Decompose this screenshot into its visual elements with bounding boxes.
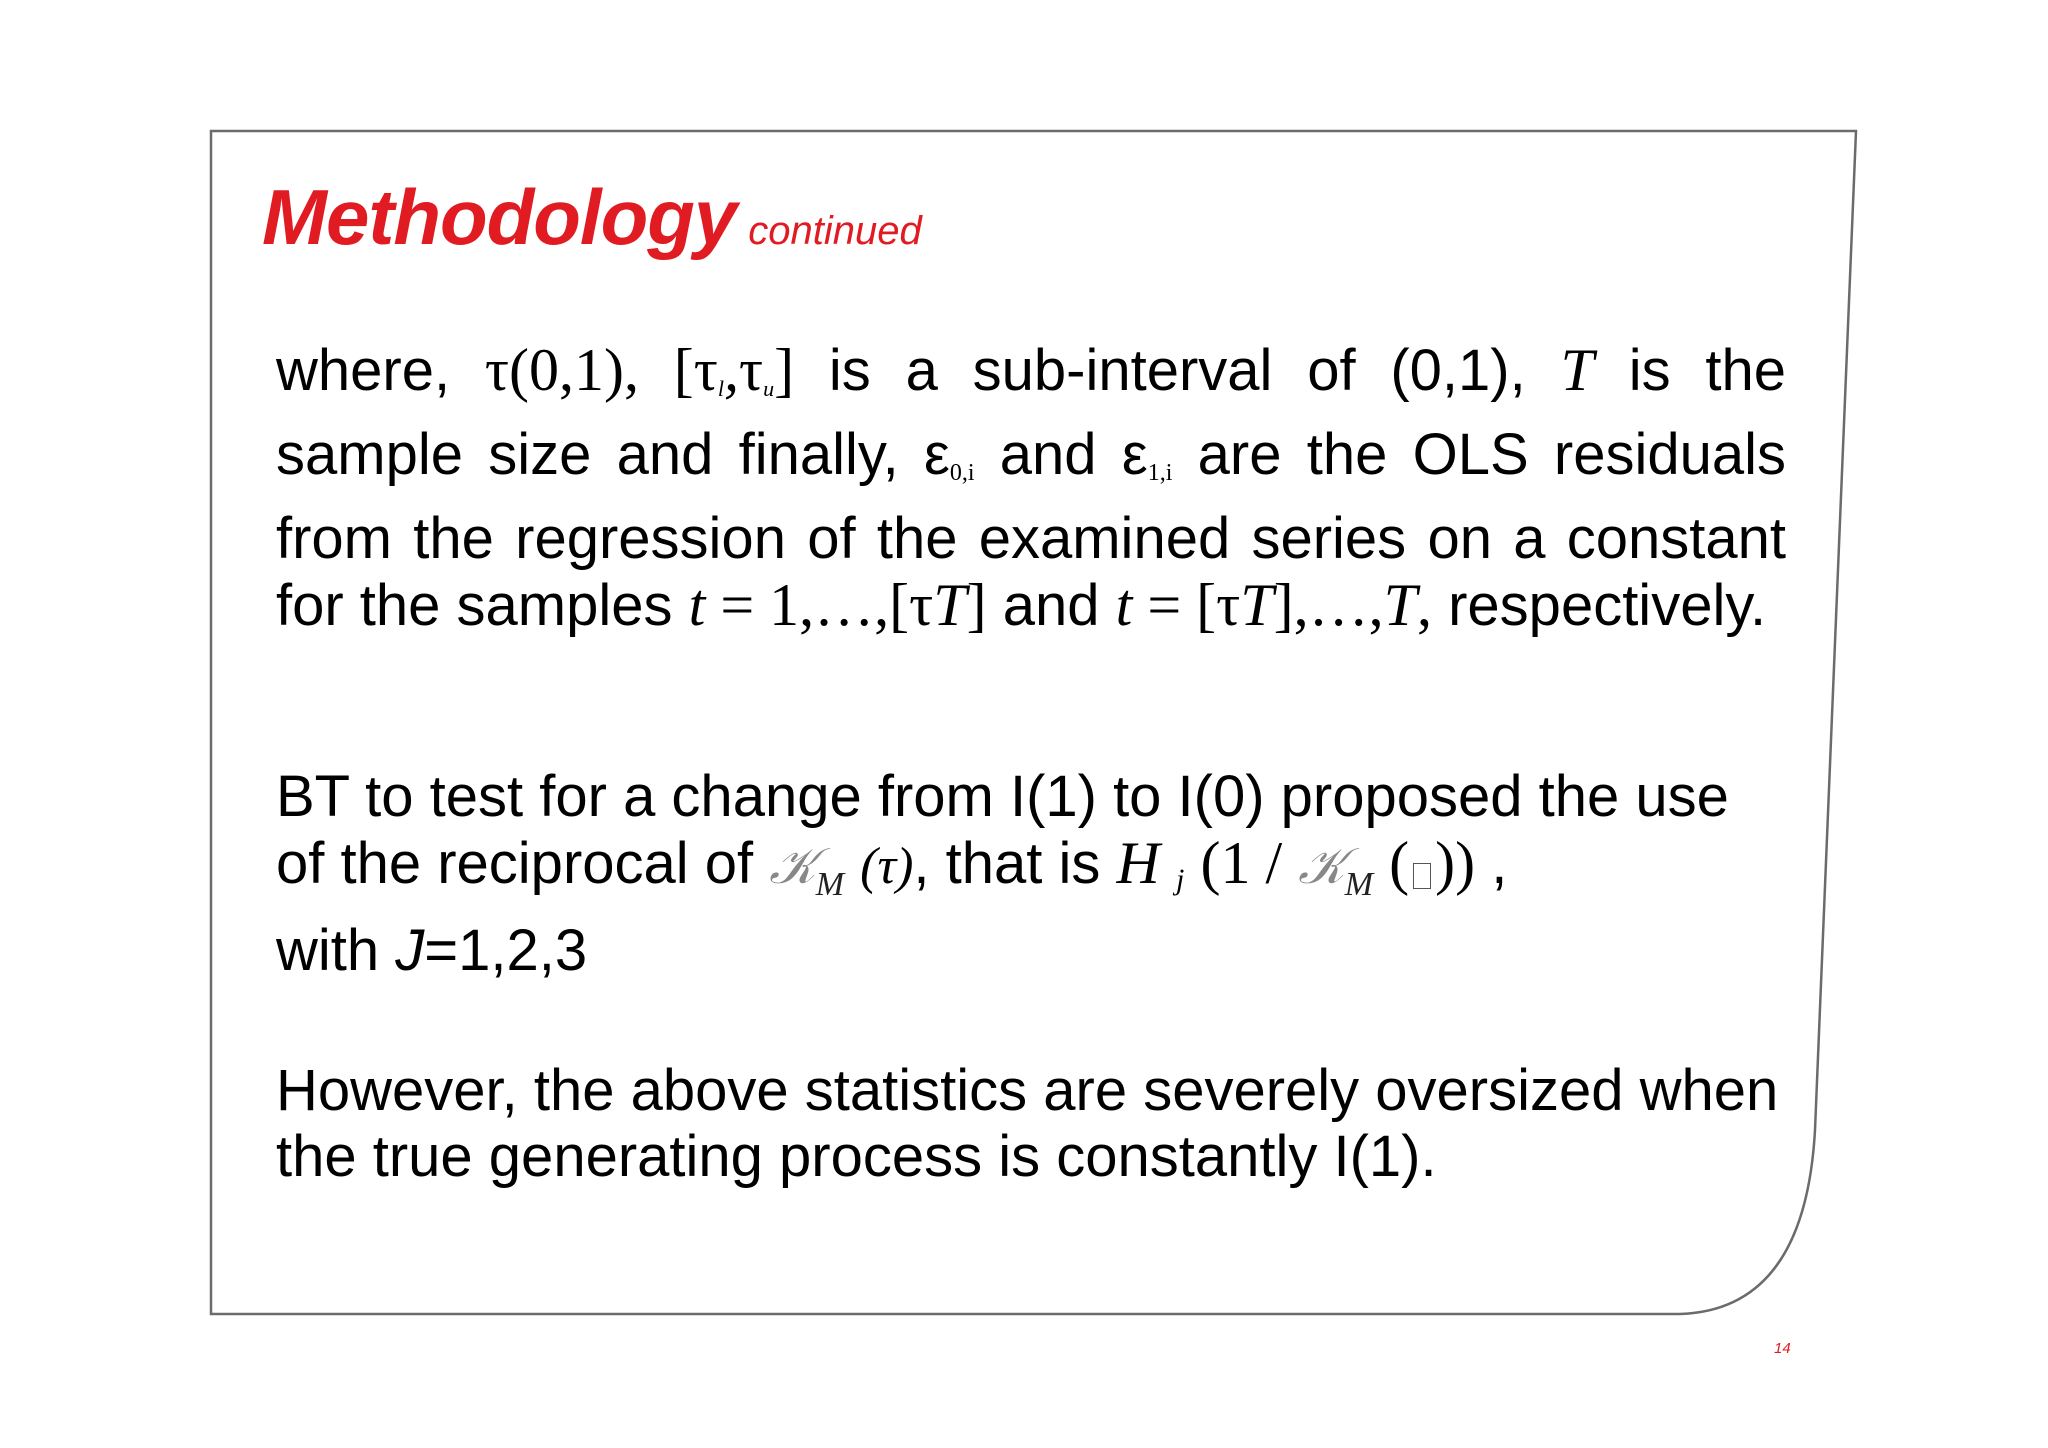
eps0-symbol: ε: [924, 422, 950, 487]
paragraph-definitions: [276, 337, 1786, 639]
comma: ,: [724, 337, 739, 403]
text-oversized: However, the above statistics are severely oversized when the true generating process is constantly I(1).: [276, 1058, 1779, 1189]
h-statistic: [1116, 830, 1476, 903]
range-second: [1116, 572, 1432, 638]
k-sub-m: M: [815, 866, 845, 903]
paren-open: (: [1389, 830, 1410, 896]
text-bt-intro: BT to test for a change from I(1) to I(0) proposed the use of the reciprocal of: [276, 764, 1729, 896]
text-comma: ,: [1491, 831, 1508, 896]
paragraph-oversized: [276, 1058, 1786, 1190]
page-number: 14: [1774, 1340, 1791, 1357]
eq1: = 1,…,[τ: [705, 572, 934, 638]
title-main: Methodology: [262, 173, 737, 261]
k-statistic: [769, 831, 914, 903]
h-symbol: H: [1116, 830, 1160, 896]
text-with: with: [276, 918, 380, 983]
sub-u: u: [763, 376, 775, 401]
sub-l: l: [717, 376, 724, 401]
tau-upper: τ: [739, 337, 764, 403]
tau-interval: τ(0,1),: [484, 337, 639, 403]
tau-lower: τ: [693, 337, 718, 403]
k2-symbol: 𝒦: [1298, 837, 1345, 895]
t2: t: [1115, 572, 1133, 638]
text-that-is: , that is: [913, 831, 1101, 896]
text-subinterval: is a sub-interval of (0,1),: [828, 338, 1526, 403]
epsilon-1: [1122, 422, 1173, 487]
eps1-symbol: ε: [1121, 422, 1148, 487]
one-over: (1 /: [1200, 830, 1283, 896]
close1: ]: [966, 572, 987, 638]
text-and: and: [999, 422, 1097, 487]
T2: T: [1240, 572, 1274, 638]
text-residuals: are the OLS residuals from the regression of the examined series on a constant for the samples: [276, 422, 1787, 638]
text-where: where,: [276, 338, 451, 403]
title-sub: continued: [748, 209, 922, 253]
bracket-close: ]: [774, 337, 795, 403]
bracket-open: [: [673, 337, 694, 403]
k-arg-tau: (τ): [860, 838, 914, 895]
eq2: = [τ: [1132, 572, 1241, 638]
paragraph-bt-test: [276, 764, 1786, 984]
k2-sub-m: M: [1344, 866, 1374, 903]
t1: t: [688, 572, 706, 638]
slide-title: [262, 172, 922, 263]
close2: ],…,: [1273, 572, 1384, 638]
text-and2: and: [1002, 573, 1100, 638]
T1: T: [933, 572, 967, 638]
text-j-values: =1,2,3: [424, 918, 588, 983]
k-symbol: 𝒦: [769, 837, 816, 895]
range-first: [689, 572, 987, 638]
missing-glyph-icon: [1413, 863, 1431, 889]
symbol-T: T: [1560, 337, 1594, 403]
h-sub-j: j: [1176, 863, 1185, 896]
epsilon-0: [924, 422, 975, 487]
eps0-sub: 0,i: [949, 460, 975, 486]
eps1-sub: 1,i: [1147, 460, 1173, 486]
paren-close: )): [1435, 830, 1476, 896]
symbol-J: J: [395, 918, 425, 983]
comma-end: ,: [1416, 572, 1432, 638]
text-respectively: respectively.: [1448, 573, 1767, 638]
text-sample-size: is the sample size and finally,: [276, 338, 1787, 487]
tau-bounds: [674, 337, 794, 403]
T3: T: [1383, 572, 1417, 638]
